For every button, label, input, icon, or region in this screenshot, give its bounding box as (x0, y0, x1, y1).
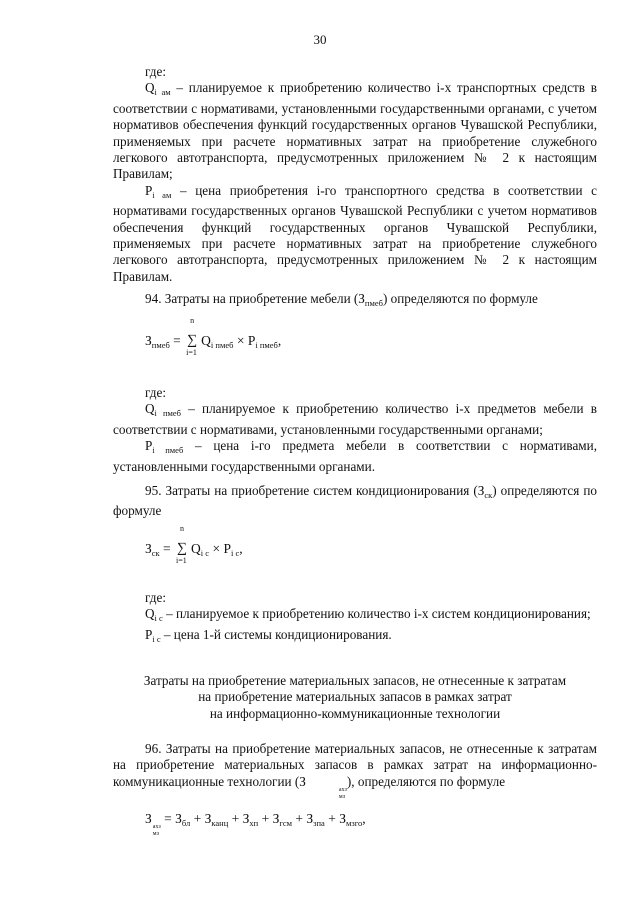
formula-term-subscript: гсм (279, 818, 292, 828)
p95-intro: 95. Затраты на приобретение систем кондиционирования $(З_{ск})$ определяются по формуле (113, 483, 597, 519)
formula-term: З (272, 811, 280, 826)
sum-sign: n ∑ i=1 (176, 524, 188, 565)
formula-term-subscript: канц (211, 818, 229, 828)
plus-sign: + (190, 811, 205, 826)
plus-sign: + (228, 811, 243, 826)
p94-intro: 94. Затраты на приобретение мебели $(З_{пмеб})$ определяются по формуле (145, 291, 538, 308)
where-label: где: (145, 64, 166, 79)
plus-sign: + (258, 811, 273, 826)
page-number: 30 (313, 32, 327, 47)
where-label: где: (145, 385, 166, 400)
p95-p-definition: $P_{i с}$ – цена 1-й системы кондиционирования. (145, 626, 392, 644)
formula-term: З (175, 811, 182, 826)
p96-intro: 96. Затраты на приобретение материальных запасов, не отнесенные к затратам на приобретение материальных запасов в рамках затрат на информационно-коммуникационные технологии (З ахз мз ), определяются по формуле (113, 741, 597, 800)
formula-term: З (204, 811, 212, 826)
formula-96-terms (175, 811, 362, 826)
paragraph-94 (113, 291, 597, 311)
sum-sign: n ∑ i=1 (186, 316, 198, 357)
formula-94: $З_{пмеб}$ = n ∑ i=1 $Q_{i пмеб} \times P_{i пмеб}$, (145, 316, 282, 357)
where-label: где: (145, 590, 166, 605)
paragraph-95 (113, 483, 597, 520)
formula-term-subscript: мзго (345, 818, 363, 828)
formula-term: З (242, 811, 250, 826)
p94-q-definition: $Q_{i пмеб}$ – планируемое к приобретению количество i-х предметов мебели в соответствии с нормативами, установленными государственными органами; (113, 401, 598, 437)
p94-definitions (113, 385, 597, 475)
section-heading: Затраты на приобретение материальных запасов, не отнесенные к затратам на приобретение материальных запасов в рамках затрат на информационно-коммуникационные технологии (143, 673, 567, 721)
formula-term-subscript: зпа (313, 818, 325, 828)
formula-term-subscript: хп (249, 818, 259, 828)
p95-definitions (113, 590, 597, 647)
p95-q-definition: $Q_{i с}$ – планируемое к приобретению количество i-х систем кондиционирования; (145, 606, 591, 624)
paragraph-96 (113, 741, 597, 801)
p94-p-definition: $P_{i пмеб}$ – цена i-го предмета мебели в соответствии с нормативами, установленными государственными органами. (113, 438, 597, 474)
formula-term: З (339, 811, 346, 826)
plus-sign: + (291, 811, 307, 826)
transport-q-definition: $Q_{i ам}$ – планируемое к приобретению количество i-х транспортных средств в соответствии с нормативами, установленными государственными органами, с учетом нормативов обеспечения функций государственных органов Чувашской Республики, применяемых при расчете нормативных затрат на приобретение служебного легкового автотранспорта, предусмотренных приложением № 2 к настоящим Правилам; (113, 80, 598, 182)
formula-96: З ахз мз = $З_{бл} + З_{канц} + З_{хп} + З_{гсм} + З_{зпа} + З_{мзго}$, (145, 811, 366, 837)
plus-sign: + (324, 811, 340, 826)
formula-95: $З_{ск}$ = n ∑ i=1 $Q_{i с} \times P_{i с}$, (145, 524, 243, 565)
formula-term-subscript: бл (181, 818, 191, 828)
transport-definitions (113, 64, 597, 285)
formula-term: З (306, 811, 314, 826)
transport-p-definition: $P_{i ам}$ – цена приобретения i-го транспортного средства в соответствии с нормативами государственных органов Чувашской Республики с учетом нормативов обеспечения функций государственных органов Чувашской Республики, применяемых при расчете нормативных затрат на приобретение служебного легкового автотранспорта, предусмотренных приложением № 2 к настоящим Правилам. (113, 182, 598, 284)
